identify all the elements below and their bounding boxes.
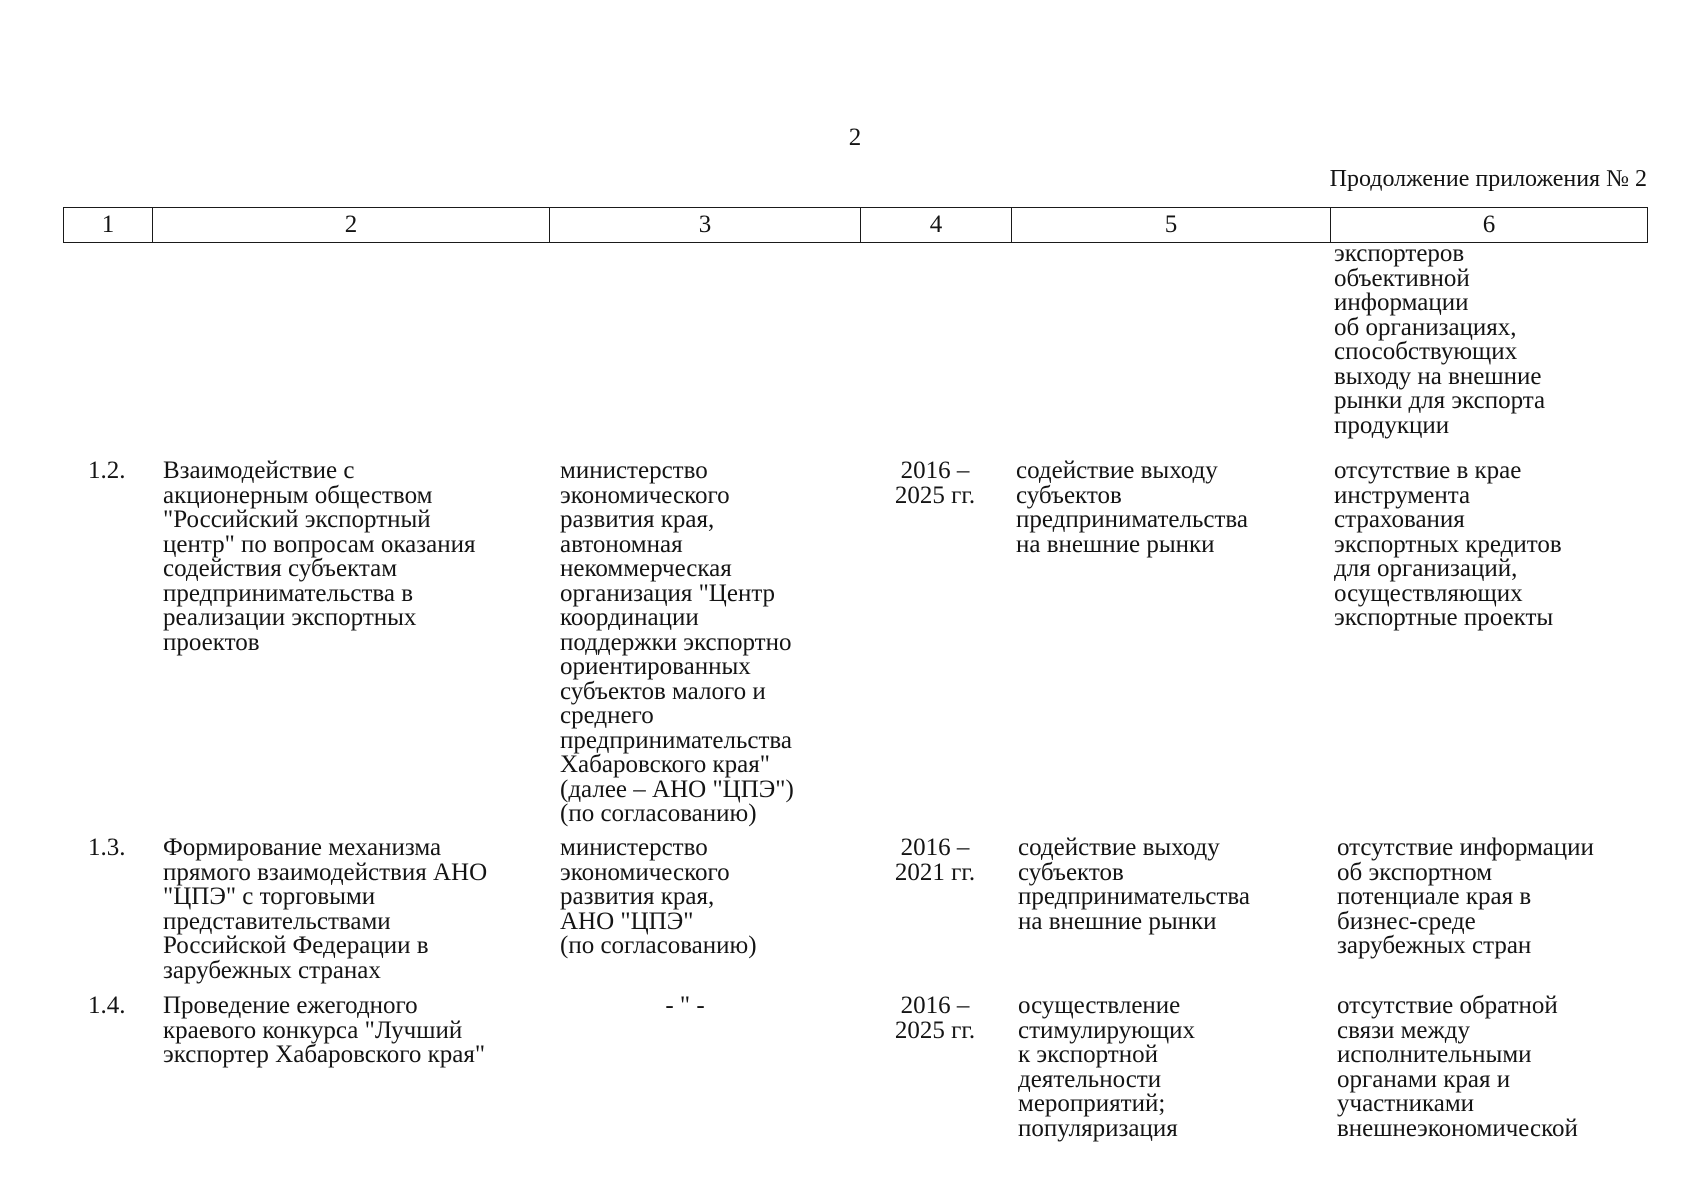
measure-description: Взаимодействие с акционерным обществом "Российский экспортный центр" по вопросам оказания содействия субъектам предпринимательства в реализации экспортных проектов [163,457,476,656]
column-header-2: 2 [153,208,550,243]
implementation-period: 2016 – 2025 гг. [894,992,976,1044]
column-header-1: 1 [64,208,153,243]
problem-addressed: отсутствие информации об экспортном потенциале края в бизнес-среде зарубежных стран [1337,834,1594,959]
row-number: 1.3. [88,834,126,861]
responsible-executor: министерство экономического развития края, АНО "ЦПЭ" (по согласованию) [560,834,757,959]
column-number-header [63,207,1648,243]
column-header-4: 4 [861,208,1012,243]
implementation-period: 2016 – 2021 гг. [894,834,976,886]
expected-result: осуществление стимулирующих к экспортной деятельности мероприятий; популяризация [1018,992,1195,1142]
row-number: 1.4. [88,992,126,1019]
problem-addressed: отсутствие обратной связи между исполнительными органами края и участниками внешнеэкономической [1337,992,1578,1142]
responsible-executor: министерство экономического развития края, автономная некоммерческая организация "Центр координации поддержки экспортно ориентированных субъектов малого и среднего предпринимательства Хабаровского края" (далее – АНО "ЦПЭ") (по согласованию) [560,457,794,827]
ditto-mark: - " - [665,992,705,1019]
page-number: 2 [848,124,862,151]
expected-result: содействие выходу субъектов предпринимательства на внешние рынки [1018,834,1250,935]
expected-result: содействие выходу субъектов предпринимательства на внешние рынки [1016,457,1248,558]
column-header-6: 6 [1331,208,1648,243]
row-number: 1.2. [88,457,126,484]
column-header-5: 5 [1012,208,1331,243]
problem-addressed: отсутствие в крае инструмента страхования экспортных кредитов для организаций, осуществляющих экспортные проекты [1334,457,1562,631]
appendix-continuation-label: Продолжение приложения № 2 [1329,166,1647,192]
implementation-period: 2016 – 2025 гг. [894,457,976,509]
measure-description: Формирование механизма прямого взаимодействия АНО "ЦПЭ" с торговыми представительствами Российской Федерации в зарубежных странах [163,834,488,984]
carryover-text-col6: экспортеров объективной информации об организациях, способствующих выходу на внешние рынки для экспорта продукции [1334,240,1546,439]
measure-description: Проведение ежегодного краевого конкурса "Лучший экспортер Хабаровского края" [163,992,486,1068]
column-header-3: 3 [550,208,861,243]
